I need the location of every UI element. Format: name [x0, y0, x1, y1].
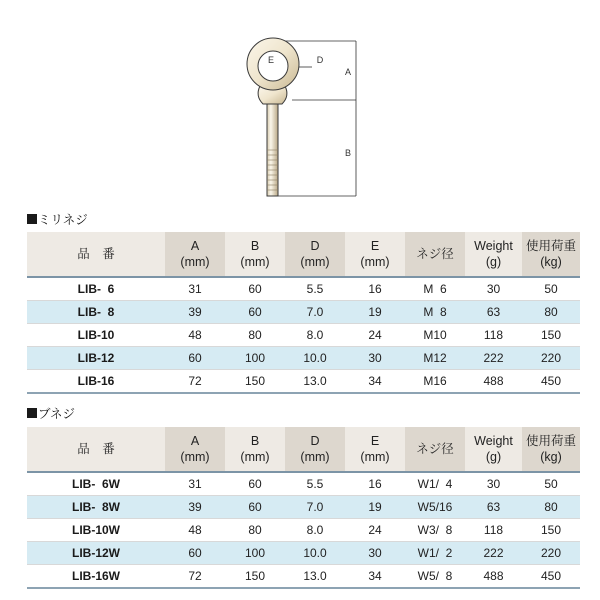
cell-weight: 488	[465, 370, 522, 394]
cell-model: LIB-12	[27, 347, 165, 370]
table-row	[27, 301, 580, 324]
cell-e: 24	[345, 324, 405, 347]
header-e: E (mm)	[345, 427, 405, 472]
table-header-row	[27, 427, 580, 472]
cell-a: 60	[165, 542, 225, 565]
header-e: E (mm)	[345, 232, 405, 277]
cell-load: 220	[522, 347, 580, 370]
cell-thread: M 8	[405, 301, 465, 324]
cell-weight: 118	[465, 519, 522, 542]
cell-thread: W5/ 8	[405, 565, 465, 589]
cell-load: 450	[522, 565, 580, 589]
cell-b: 60	[225, 301, 285, 324]
cell-e: 30	[345, 347, 405, 370]
header-model: 品 番	[27, 232, 165, 277]
metric-section-title	[27, 211, 88, 227]
section-marker	[27, 214, 37, 224]
cell-d: 5.5	[285, 277, 345, 301]
cell-weight: 222	[465, 347, 522, 370]
cell-model: LIB- 8W	[27, 496, 165, 519]
cell-weight: 222	[465, 542, 522, 565]
dim-label-a: A	[344, 67, 352, 77]
cell-d: 10.0	[285, 347, 345, 370]
cell-d: 5.5	[285, 472, 345, 496]
dim-label-e: E	[267, 55, 275, 65]
header-model: 品 番	[27, 427, 165, 472]
cell-b: 60	[225, 496, 285, 519]
cell-load: 50	[522, 472, 580, 496]
eye-bolt-diagram	[0, 0, 600, 210]
cell-load: 220	[522, 542, 580, 565]
header-load: 使用荷重 (kg)	[522, 232, 580, 277]
cell-weight: 63	[465, 301, 522, 324]
cell-b: 60	[225, 472, 285, 496]
cell-d: 13.0	[285, 565, 345, 589]
table-row	[27, 565, 580, 589]
cell-a: 31	[165, 277, 225, 301]
cell-model: LIB- 8	[27, 301, 165, 324]
cell-thread: W3/ 8	[405, 519, 465, 542]
cell-e: 34	[345, 565, 405, 589]
cell-d: 7.0	[285, 301, 345, 324]
cell-d: 8.0	[285, 324, 345, 347]
cell-d: 8.0	[285, 519, 345, 542]
cell-load: 80	[522, 496, 580, 519]
cell-load: 50	[522, 277, 580, 301]
cell-b: 150	[225, 565, 285, 589]
cell-a: 48	[165, 324, 225, 347]
table-row	[27, 370, 580, 394]
cell-a: 39	[165, 301, 225, 324]
cell-d: 13.0	[285, 370, 345, 394]
cell-model: LIB-16W	[27, 565, 165, 589]
header-d: D (mm)	[285, 232, 345, 277]
dim-label-b: B	[344, 148, 352, 158]
section-marker	[27, 408, 37, 418]
cell-a: 31	[165, 472, 225, 496]
cell-thread: M 6	[405, 277, 465, 301]
header-a: A (mm)	[165, 427, 225, 472]
cell-thread: M12	[405, 347, 465, 370]
cell-model: LIB-10	[27, 324, 165, 347]
header-d: D (mm)	[285, 427, 345, 472]
cell-load: 150	[522, 324, 580, 347]
cell-b: 60	[225, 277, 285, 301]
cell-thread: W1/ 2	[405, 542, 465, 565]
cell-b: 100	[225, 347, 285, 370]
metric-spec-table	[27, 232, 580, 394]
cell-thread: W1/ 4	[405, 472, 465, 496]
cell-b: 80	[225, 324, 285, 347]
cell-weight: 30	[465, 277, 522, 301]
cell-weight: 63	[465, 496, 522, 519]
cell-weight: 118	[465, 324, 522, 347]
cell-load: 450	[522, 370, 580, 394]
cell-d: 7.0	[285, 496, 345, 519]
table-row	[27, 496, 580, 519]
header-a: A (mm)	[165, 232, 225, 277]
cell-model: LIB- 6W	[27, 472, 165, 496]
whitworth-spec-table	[27, 427, 580, 589]
cell-a: 48	[165, 519, 225, 542]
table-row	[27, 277, 580, 301]
header-thread: ネジ径	[405, 427, 465, 472]
cell-weight: 30	[465, 472, 522, 496]
cell-d: 10.0	[285, 542, 345, 565]
cell-e: 30	[345, 542, 405, 565]
cell-thread: W5/16	[405, 496, 465, 519]
whitworth-title-text: ブネジ	[38, 406, 76, 421]
dim-label-d: D	[316, 55, 324, 65]
header-thread: ネジ径	[405, 232, 465, 277]
cell-b: 150	[225, 370, 285, 394]
cell-a: 72	[165, 565, 225, 589]
cell-thread: M16	[405, 370, 465, 394]
whitworth-section-title	[27, 405, 75, 421]
cell-a: 72	[165, 370, 225, 394]
table-row	[27, 542, 580, 565]
table-row	[27, 347, 580, 370]
cell-a: 39	[165, 496, 225, 519]
header-b: B (mm)	[225, 427, 285, 472]
cell-load: 150	[522, 519, 580, 542]
metric-title-text: ミリネジ	[38, 212, 88, 227]
cell-e: 16	[345, 277, 405, 301]
header-load: 使用荷重 (kg)	[522, 427, 580, 472]
header-weight: Weight (g)	[465, 427, 522, 472]
cell-b: 80	[225, 519, 285, 542]
cell-e: 16	[345, 472, 405, 496]
cell-model: LIB-16	[27, 370, 165, 394]
header-weight: Weight (g)	[465, 232, 522, 277]
cell-model: LIB- 6	[27, 277, 165, 301]
cell-a: 60	[165, 347, 225, 370]
cell-weight: 488	[465, 565, 522, 589]
table-row	[27, 472, 580, 496]
cell-load: 80	[522, 301, 580, 324]
table-row	[27, 519, 580, 542]
cell-e: 19	[345, 301, 405, 324]
cell-model: LIB-10W	[27, 519, 165, 542]
table-header-row	[27, 232, 580, 277]
header-b: B (mm)	[225, 232, 285, 277]
cell-model: LIB-12W	[27, 542, 165, 565]
cell-thread: M10	[405, 324, 465, 347]
cell-e: 24	[345, 519, 405, 542]
cell-e: 34	[345, 370, 405, 394]
cell-e: 19	[345, 496, 405, 519]
table-row	[27, 324, 580, 347]
cell-b: 100	[225, 542, 285, 565]
